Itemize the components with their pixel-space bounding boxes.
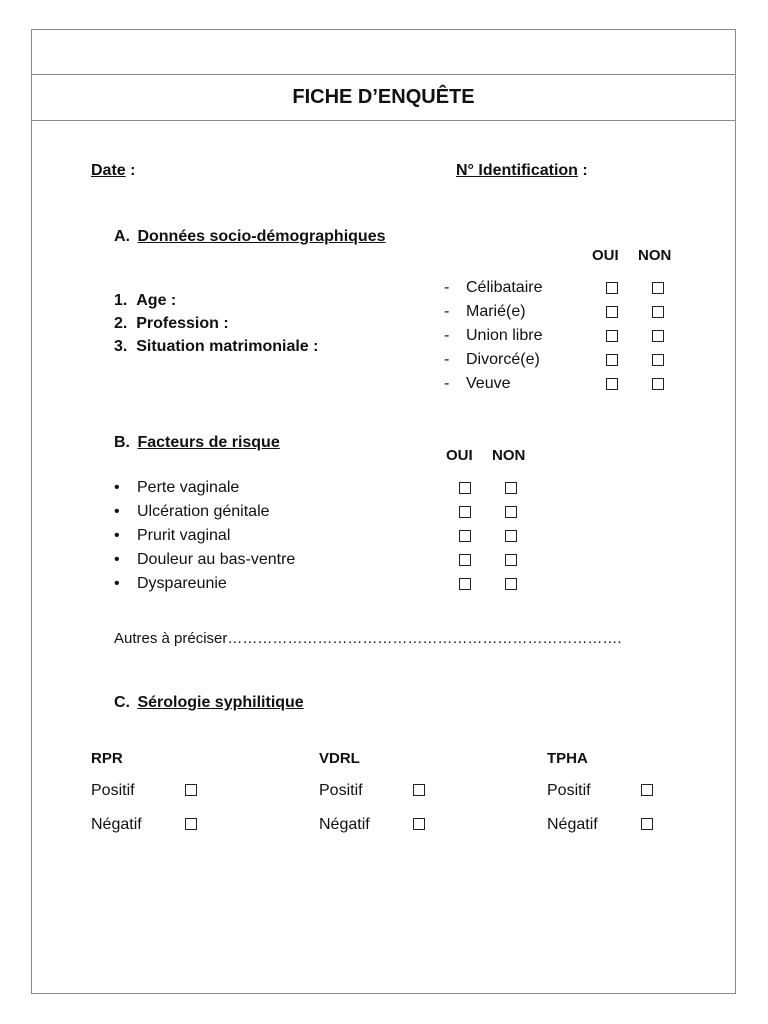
checkbox-marie-non[interactable] bbox=[652, 306, 664, 318]
risk-item-label: Douleur au bas-ventre bbox=[137, 551, 296, 568]
option-dash: - bbox=[444, 351, 450, 368]
option-dash: - bbox=[444, 279, 450, 296]
checkbox-rpr-positif[interactable] bbox=[185, 784, 197, 796]
date-label: Date bbox=[91, 162, 126, 179]
section-b-marker: B. bbox=[114, 434, 130, 451]
test-vdrl-name: VDRL bbox=[319, 750, 360, 767]
checkbox-douleur-bas-ventre-oui[interactable] bbox=[459, 554, 471, 566]
option-label: Veuve bbox=[466, 375, 511, 392]
section-a-marker: A. bbox=[114, 228, 130, 245]
option-divorce bbox=[444, 351, 540, 369]
checkbox-douleur-bas-ventre-non[interactable] bbox=[505, 554, 517, 566]
section-a-title: Données socio-démographiques bbox=[137, 228, 386, 245]
risk-item-label: Ulcération génitale bbox=[137, 503, 270, 520]
identification-colon: : bbox=[577, 162, 588, 179]
section-a-heading bbox=[114, 228, 386, 246]
field-label: Age : bbox=[136, 292, 177, 309]
risk-item-label: Dyspareunie bbox=[137, 575, 227, 592]
form-title: FICHE D’ENQUÊTE bbox=[292, 86, 475, 108]
bullet: • bbox=[114, 575, 120, 592]
option-label: Marié(e) bbox=[466, 303, 526, 320]
risk-item-douleur-bas-ventre bbox=[114, 551, 296, 569]
test-tpha-name: TPHA bbox=[547, 750, 588, 767]
option-label: Divorcé(e) bbox=[466, 351, 540, 368]
option-marie bbox=[444, 303, 526, 321]
option-dash: - bbox=[444, 303, 450, 320]
risk-item-prurit-vaginal bbox=[114, 527, 231, 545]
section-a-col-non: NON bbox=[638, 247, 672, 264]
checkbox-union-libre-non[interactable] bbox=[652, 330, 664, 342]
section-b-title: Facteurs de risque bbox=[137, 434, 280, 451]
title-bar bbox=[31, 74, 736, 121]
risk-item-perte-vaginale bbox=[114, 479, 240, 497]
field-situation-matrimoniale bbox=[114, 338, 318, 356]
section-b-heading bbox=[114, 434, 280, 452]
option-dash: - bbox=[444, 375, 450, 392]
section-b-col-oui: OUI bbox=[446, 447, 473, 464]
date-colon: : bbox=[125, 162, 136, 179]
field-number: 3. bbox=[114, 338, 128, 355]
checkbox-veuve-non[interactable] bbox=[652, 378, 664, 390]
checkbox-vdrl-negatif[interactable] bbox=[413, 818, 425, 830]
risk-item-ulceration-genitale bbox=[114, 503, 270, 521]
bullet: • bbox=[114, 503, 120, 520]
field-label: Profession : bbox=[136, 315, 229, 332]
checkbox-tpha-positif[interactable] bbox=[641, 784, 653, 796]
checkbox-marie-oui[interactable] bbox=[606, 306, 618, 318]
checkbox-tpha-negatif[interactable] bbox=[641, 818, 653, 830]
test-tpha-negatif-label: Négatif bbox=[547, 816, 598, 833]
checkbox-vdrl-positif[interactable] bbox=[413, 784, 425, 796]
option-union-libre bbox=[444, 327, 543, 345]
identification-field bbox=[456, 162, 588, 180]
field-number: 2. bbox=[114, 315, 128, 332]
checkbox-perte-vaginale-non[interactable] bbox=[505, 482, 517, 494]
test-tpha-positif-label: Positif bbox=[547, 782, 591, 799]
field-age bbox=[114, 292, 176, 310]
option-celibataire bbox=[444, 279, 543, 297]
checkbox-prurit-vaginal-non[interactable] bbox=[505, 530, 517, 542]
checkbox-dyspareunie-oui[interactable] bbox=[459, 578, 471, 590]
checkbox-prurit-vaginal-oui[interactable] bbox=[459, 530, 471, 542]
section-c-marker: C. bbox=[114, 694, 130, 711]
checkbox-ulceration-genitale-non[interactable] bbox=[505, 506, 517, 518]
checkbox-dyspareunie-non[interactable] bbox=[505, 578, 517, 590]
option-label: Célibataire bbox=[466, 279, 543, 296]
option-veuve bbox=[444, 375, 511, 393]
test-rpr-negatif-label: Négatif bbox=[91, 816, 142, 833]
field-label: Situation matrimoniale : bbox=[136, 338, 319, 355]
others-to-specify-field[interactable]: Autres à préciser……………………………………………………………………. bbox=[114, 630, 622, 647]
field-number: 1. bbox=[114, 292, 128, 309]
option-label: Union libre bbox=[466, 327, 543, 344]
risk-item-label: Prurit vaginal bbox=[137, 527, 231, 544]
section-c-heading bbox=[114, 694, 304, 712]
section-c-title: Sérologie syphilitique bbox=[137, 694, 304, 711]
section-b-col-non: NON bbox=[492, 447, 526, 464]
test-vdrl-negatif-label: Négatif bbox=[319, 816, 370, 833]
section-a-col-oui: OUI bbox=[592, 247, 619, 264]
bullet: • bbox=[114, 527, 120, 544]
test-rpr-positif-label: Positif bbox=[91, 782, 135, 799]
bullet: • bbox=[114, 479, 120, 496]
option-dash: - bbox=[444, 327, 450, 344]
risk-item-dyspareunie bbox=[114, 575, 227, 593]
bullet: • bbox=[114, 551, 120, 568]
risk-item-label: Perte vaginale bbox=[137, 479, 240, 496]
checkbox-divorce-oui[interactable] bbox=[606, 354, 618, 366]
checkbox-ulceration-genitale-oui[interactable] bbox=[459, 506, 471, 518]
checkbox-perte-vaginale-oui[interactable] bbox=[459, 482, 471, 494]
checkbox-union-libre-oui[interactable] bbox=[606, 330, 618, 342]
field-profession bbox=[114, 315, 229, 333]
checkbox-divorce-non[interactable] bbox=[652, 354, 664, 366]
checkbox-veuve-oui[interactable] bbox=[606, 378, 618, 390]
checkbox-rpr-negatif[interactable] bbox=[185, 818, 197, 830]
identification-label: N° Identification bbox=[456, 162, 578, 179]
date-field bbox=[91, 162, 135, 180]
test-rpr-name: RPR bbox=[91, 750, 123, 767]
test-vdrl-positif-label: Positif bbox=[319, 782, 363, 799]
checkbox-celibataire-non[interactable] bbox=[652, 282, 664, 294]
checkbox-celibataire-oui[interactable] bbox=[606, 282, 618, 294]
